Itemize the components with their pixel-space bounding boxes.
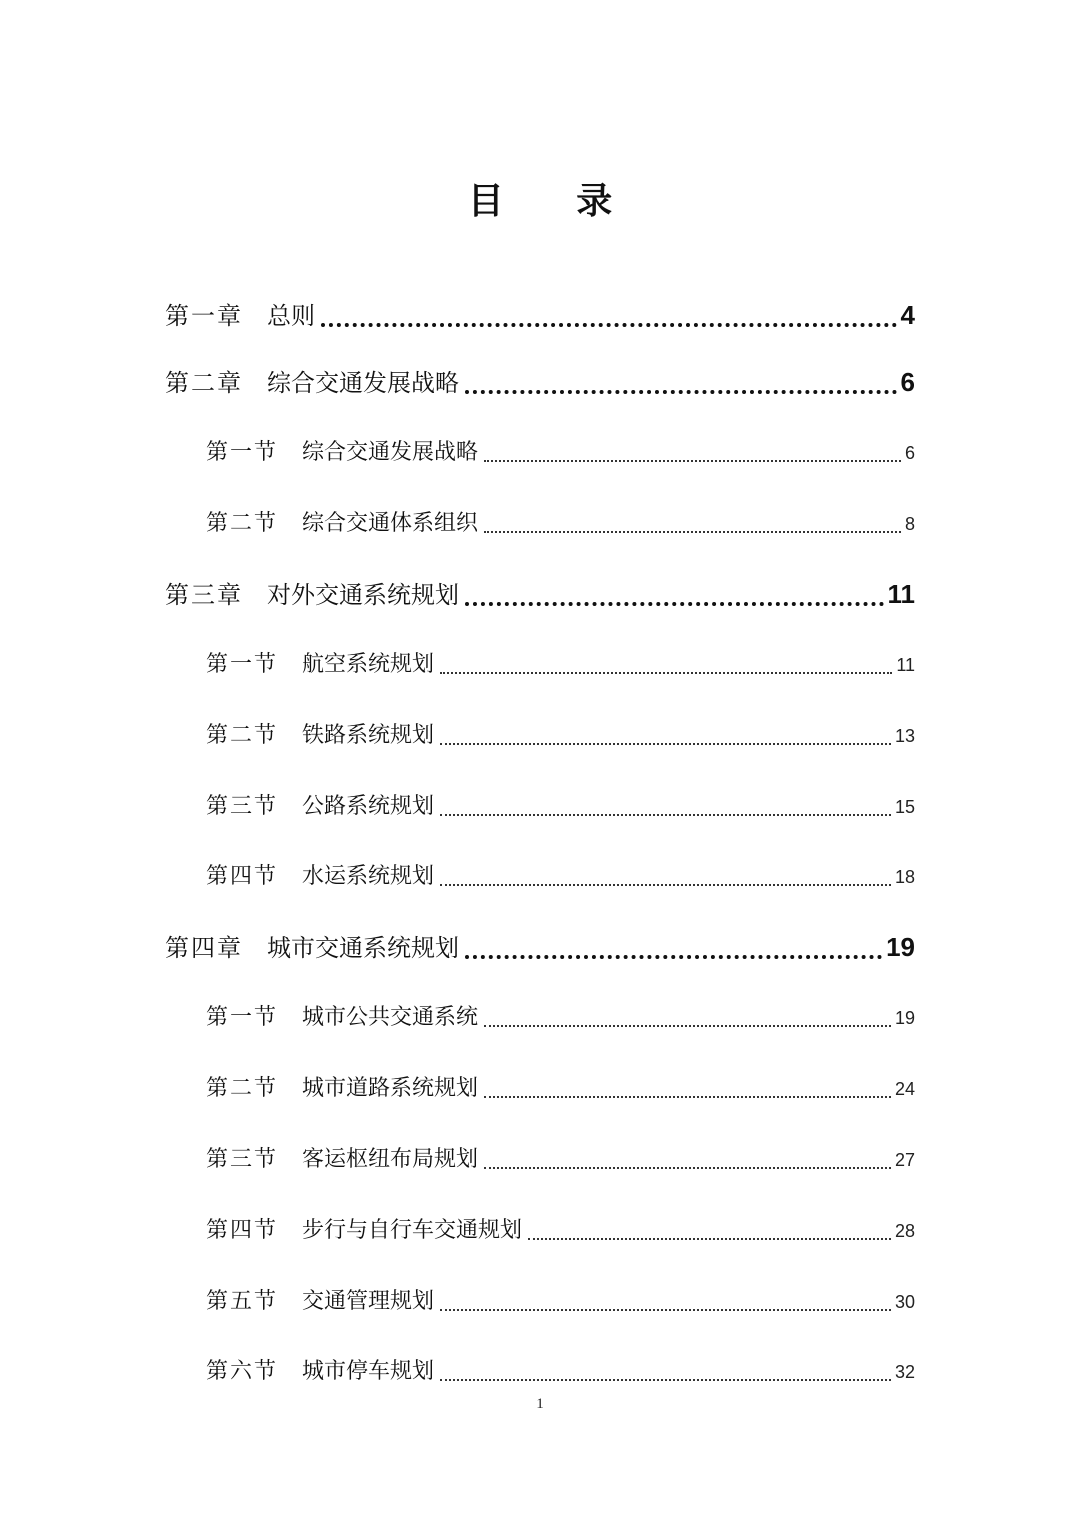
toc-section-4-6[interactable] xyxy=(206,1355,915,1389)
toc-label xyxy=(165,365,459,401)
toc-title: 综合交通发展战略 xyxy=(302,440,479,465)
toc-number: 第三节 xyxy=(206,794,279,819)
toc-page-number: 11 xyxy=(896,655,915,675)
toc-section-2-2[interactable] xyxy=(206,507,915,541)
dot-leader xyxy=(440,883,891,886)
toc-title: 对外交通系统规划 xyxy=(267,581,459,609)
toc-number: 第二节 xyxy=(206,723,279,748)
dot-leader xyxy=(484,1095,891,1098)
toc-section-2-1[interactable] xyxy=(206,436,915,470)
toc-label xyxy=(206,1285,434,1319)
toc-chapter-3[interactable] xyxy=(165,576,915,613)
toc-number: 第三节 xyxy=(206,1147,279,1172)
dot-leader xyxy=(484,459,901,462)
toc-title: 航空系统规划 xyxy=(302,652,435,677)
toc-label xyxy=(206,1143,478,1177)
toc-page-number: 8 xyxy=(904,514,915,534)
toc-section-4-2[interactable] xyxy=(206,1072,915,1106)
toc-title: 铁路系统规划 xyxy=(302,723,435,748)
toc-label xyxy=(206,507,478,541)
toc-title: 总则 xyxy=(267,302,315,330)
toc-page-number: 15 xyxy=(894,797,915,817)
toc-label xyxy=(165,577,459,613)
toc-number: 第二节 xyxy=(206,1076,279,1101)
toc-label xyxy=(206,790,434,824)
toc-page-number: 24 xyxy=(894,1079,915,1099)
toc-number: 第二节 xyxy=(206,511,279,536)
toc-label xyxy=(206,860,434,894)
toc-chapter-2[interactable] xyxy=(165,364,915,401)
toc-label xyxy=(206,719,434,753)
toc-page-number: 18 xyxy=(894,867,915,887)
dot-leader xyxy=(440,671,892,674)
toc-section-3-3[interactable] xyxy=(206,790,915,824)
page-title: 目 录 xyxy=(467,181,643,222)
toc-number: 第一节 xyxy=(206,652,279,677)
toc-section-3-4[interactable] xyxy=(206,860,915,894)
toc-label xyxy=(206,1001,478,1035)
toc-page-number: 4 xyxy=(900,300,915,330)
toc-page-number: 19 xyxy=(886,932,915,962)
dot-leader xyxy=(321,322,897,327)
toc-number: 第六节 xyxy=(206,1359,279,1384)
dot-leader xyxy=(440,1378,891,1381)
toc-page-number: 30 xyxy=(894,1292,915,1312)
toc-page-number: 13 xyxy=(894,726,915,746)
toc-number: 第一章 xyxy=(165,302,243,330)
toc-chapter-1[interactable] xyxy=(165,297,915,334)
toc-title: 综合交通发展战略 xyxy=(267,369,459,397)
dot-leader xyxy=(484,530,901,533)
toc-title: 公路系统规划 xyxy=(302,794,435,819)
dot-leader xyxy=(440,1308,891,1311)
page-footer-number: 1 xyxy=(536,1396,544,1412)
toc-number: 第五节 xyxy=(206,1289,279,1314)
toc-title: 综合交通体系组织 xyxy=(302,511,479,536)
toc-number: 第一节 xyxy=(206,1005,279,1030)
toc-page-number: 6 xyxy=(900,367,915,397)
dot-leader xyxy=(465,601,884,606)
toc-title: 城市交通系统规划 xyxy=(267,934,459,962)
toc-page-number: 11 xyxy=(887,579,915,609)
toc-number: 第二章 xyxy=(165,369,243,397)
toc-number: 第四节 xyxy=(206,864,279,889)
toc-page-number: 27 xyxy=(894,1150,915,1170)
toc-section-4-3[interactable] xyxy=(206,1143,915,1177)
toc-title: 交通管理规划 xyxy=(302,1289,435,1314)
toc-title: 步行与自行车交通规划 xyxy=(302,1218,523,1243)
toc-label xyxy=(206,436,478,470)
toc-title: 客运枢纽布局规划 xyxy=(302,1147,479,1172)
toc-label xyxy=(206,1072,478,1106)
toc-section-4-4[interactable] xyxy=(206,1214,915,1248)
toc-page-number: 19 xyxy=(894,1008,915,1028)
toc-page-number: 32 xyxy=(894,1362,915,1382)
dot-leader xyxy=(465,954,882,959)
toc-section-3-1[interactable] xyxy=(206,648,915,682)
toc-title: 城市公共交通系统 xyxy=(302,1005,479,1030)
dot-leader xyxy=(484,1166,891,1169)
dot-leader xyxy=(484,1024,891,1027)
toc-chapter-4[interactable] xyxy=(165,929,915,966)
dot-leader xyxy=(440,742,891,745)
toc-label xyxy=(206,1214,522,1248)
toc-title: 城市停车规划 xyxy=(302,1359,435,1384)
toc-page-number: 28 xyxy=(894,1221,915,1241)
toc-number: 第四节 xyxy=(206,1218,279,1243)
toc-label xyxy=(206,648,434,682)
toc-page-number: 6 xyxy=(904,443,915,463)
toc-title: 水运系统规划 xyxy=(302,864,435,889)
dot-leader xyxy=(465,389,897,394)
toc-number: 第一节 xyxy=(206,440,279,465)
toc-number: 第四章 xyxy=(165,934,243,962)
toc-number: 第三章 xyxy=(165,581,243,609)
dot-leader xyxy=(528,1237,891,1240)
toc-label xyxy=(165,930,459,966)
toc-label xyxy=(206,1355,434,1389)
dot-leader xyxy=(440,813,891,816)
toc-title: 城市道路系统规划 xyxy=(302,1076,479,1101)
toc-section-4-1[interactable] xyxy=(206,1001,915,1035)
toc-section-3-2[interactable] xyxy=(206,719,915,753)
toc-label xyxy=(165,298,315,334)
toc-section-4-5[interactable] xyxy=(206,1285,915,1319)
